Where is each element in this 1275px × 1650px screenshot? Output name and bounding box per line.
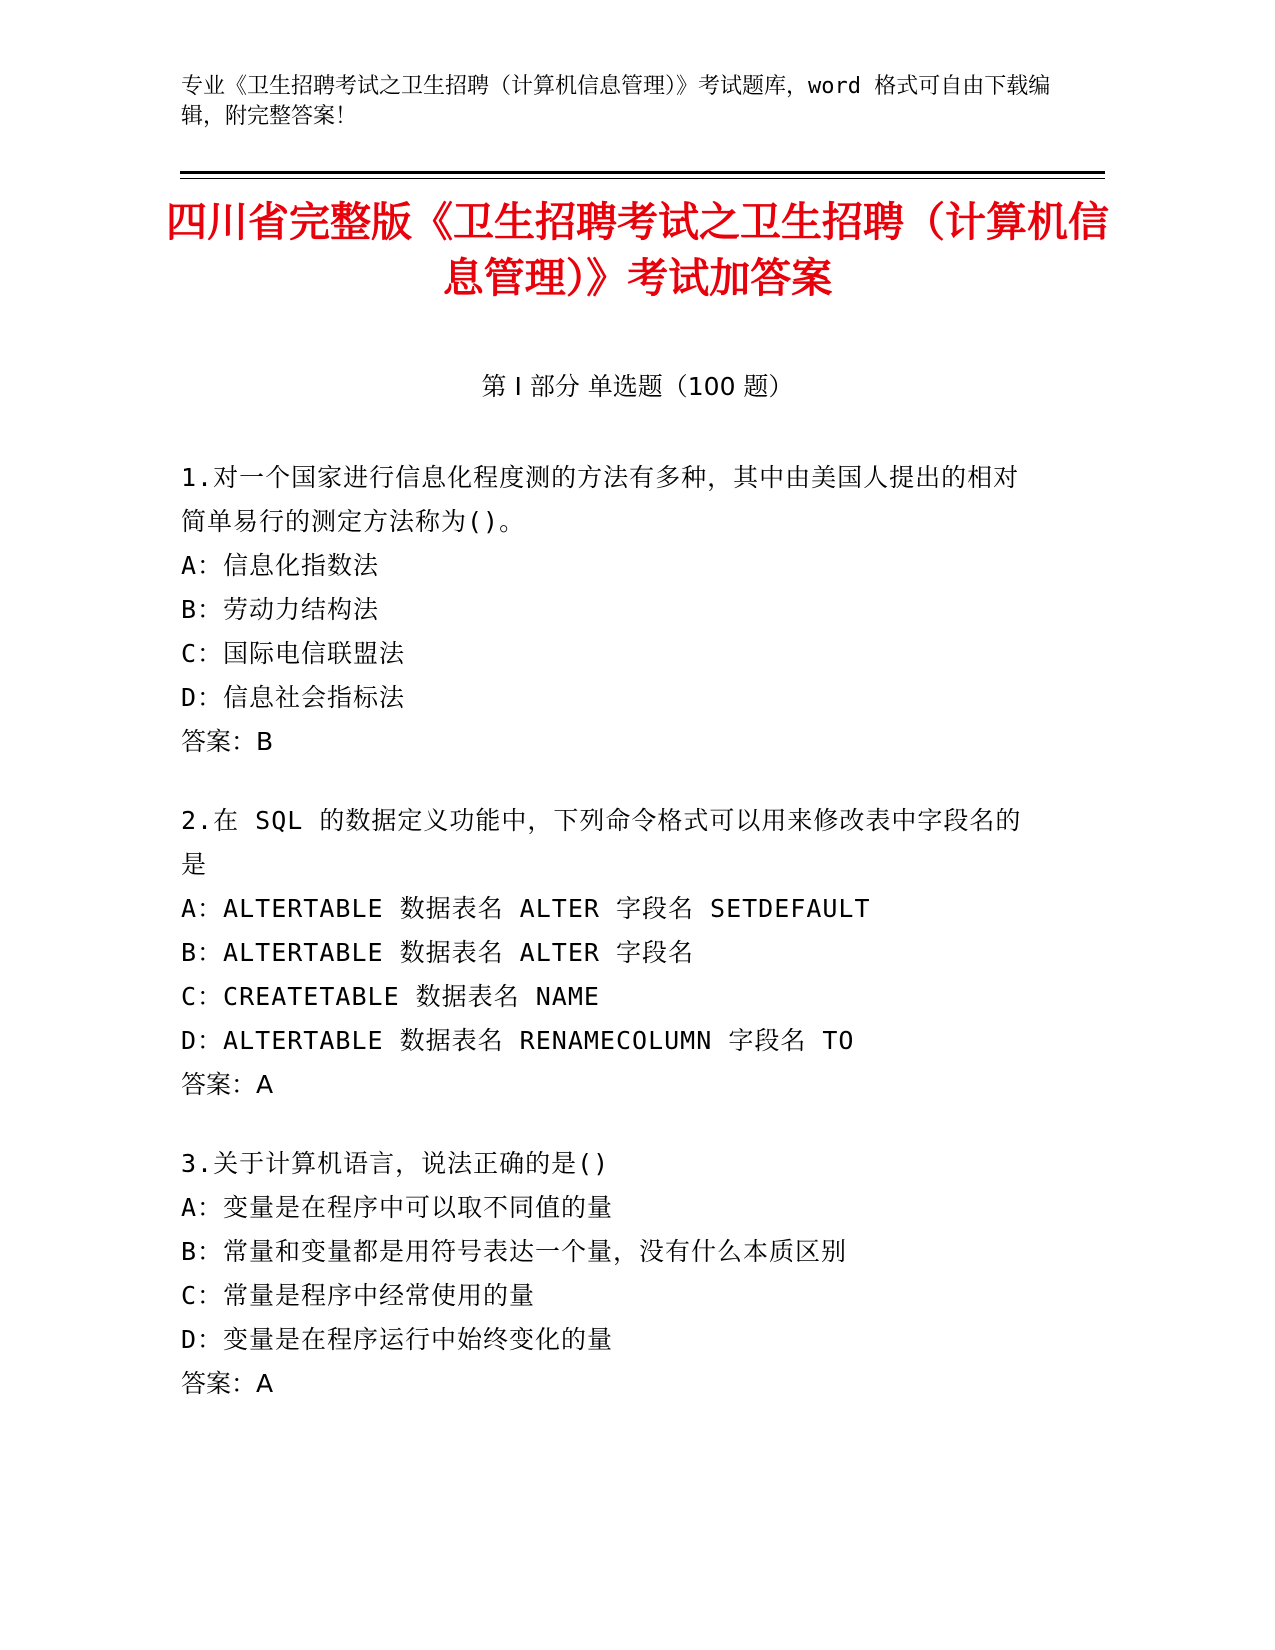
option-b: B：劳动力结构法	[181, 595, 380, 624]
option-a: A：信息化指数法	[181, 551, 380, 580]
question-stem: 3.关于计算机语言，说法正确的是()	[181, 1149, 610, 1178]
question-stem: 2.在 SQL 的数据定义功能中，下列命令格式可以用来修改表中字段名的是	[181, 806, 1022, 879]
option-b: B：常量和变量都是用符号表达一个量，没有什么本质区别	[181, 1237, 848, 1266]
option-a: A：ALTERTABLE 数据表名 ALTER 字段名 SETDEFAULT	[181, 894, 871, 923]
answer-line: 答案：A	[181, 1369, 274, 1398]
option-d: D：信息社会指标法	[181, 683, 406, 712]
question-stem: 1.对一个国家进行信息化程度测的方法有多种，其中由美国人提出的相对简单易行的测定方法称为()。	[181, 463, 1020, 536]
option-b: B：ALTERTABLE 数据表名 ALTER 字段名	[181, 938, 694, 967]
question-3	[181, 1142, 1041, 1406]
header-note: 专业《卫生招聘考试之卫生招聘（计算机信息管理）》考试题库，word 格式可自由下载编辑，附完整答案！	[181, 74, 1051, 129]
option-c: C：国际电信联盟法	[181, 639, 406, 668]
answer-line: 答案：A	[181, 1070, 274, 1099]
question-1	[181, 456, 1041, 764]
header-divider-thin	[180, 178, 1105, 179]
option-d: D：变量是在程序运行中始终变化的量	[181, 1325, 614, 1354]
answer-line: 答案：B	[181, 727, 274, 756]
option-d: D：ALTERTABLE 数据表名 RENAMECOLUMN 字段名 TO	[181, 1026, 855, 1055]
document-title: 四川省完整版《卫生招聘考试之卫生招聘（计算机信息管理）》考试加答案	[166, 198, 1109, 302]
option-c: C：CREATETABLE 数据表名 NAME	[181, 982, 600, 1011]
option-a: A：变量是在程序中可以取不同值的量	[181, 1193, 614, 1222]
question-list	[181, 456, 1041, 1441]
option-c: C：常量是程序中经常使用的量	[181, 1281, 536, 1310]
header-divider-thick	[180, 171, 1105, 174]
question-2	[181, 799, 1041, 1107]
section-heading: 第 I 部分 单选题（100 题）	[481, 372, 794, 401]
